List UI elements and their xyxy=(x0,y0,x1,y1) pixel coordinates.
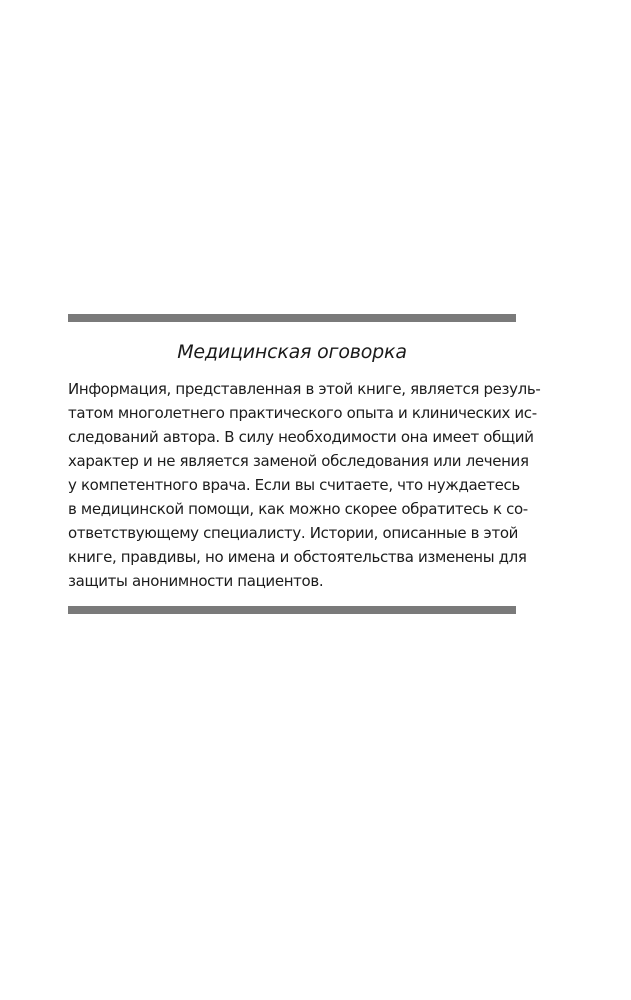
text-line: Информация, представленная в этой книге, является резуль- xyxy=(68,380,541,398)
text-line: у компетентного врача. Если вы считаете, что нуждаетесь xyxy=(68,476,520,494)
text-line: характер и не является заменой обследования или лечения xyxy=(68,452,529,470)
disclaimer-title: Медицинская оговорка xyxy=(177,341,407,363)
bottom-divider xyxy=(68,606,516,614)
text-line: следований автора. В силу необходимости она имеет общий xyxy=(68,428,534,446)
text-line: книге, правдивы, но имена и обстоятельства изменены для xyxy=(68,548,527,566)
disclaimer-text xyxy=(68,377,541,593)
text-line: защиты анонимности пациентов. xyxy=(68,572,324,590)
text-line: ответствующему специалисту. Истории, описанные в этой xyxy=(68,524,519,542)
top-divider xyxy=(68,314,516,322)
text-line: в медицинской помощи, как можно скорее обратитесь к со- xyxy=(68,500,528,518)
medical-disclaimer xyxy=(68,314,541,614)
text-line: татом многолетнего практического опыта и клинических ис- xyxy=(68,404,537,422)
